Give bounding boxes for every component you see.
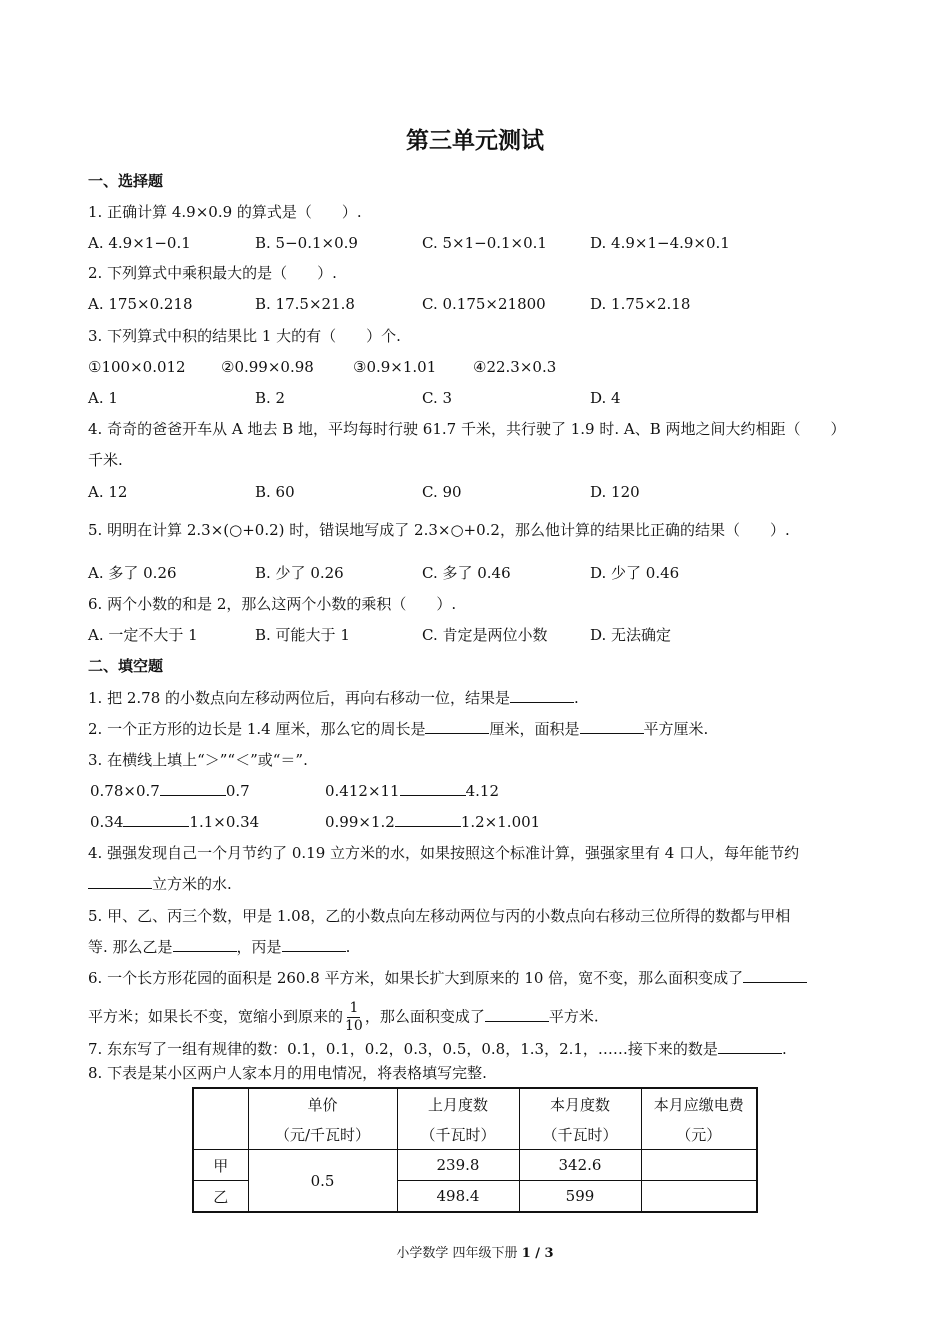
answer-blank[interactable] [160,781,226,796]
q6-option-d: D. 无法确定 [590,626,672,644]
answer-blank[interactable] [510,688,574,703]
q5-option-b: B. 少了 0.26 [255,564,344,582]
q4-option-b: B. 60 [255,483,295,501]
page-title: 第三单元测试 [406,127,544,154]
compare-right: 1.2×1.001 [460,813,541,831]
section-heading-choice: 一、选择题 [88,172,164,190]
q2-option-a: A. 175×0.218 [88,295,193,313]
q3-item-3: ③0.9×1.01 [353,358,437,376]
q2-option-c: C. 0.175×21800 [422,295,546,313]
compare-row-1b [325,781,499,801]
question-4-stem: 4. 奇奇的爸爸开车从 A 地去 B 地，平均每时行驶 61.7 千米，共行驶了 1.9 时. A、B 两地之间大约相距（ ） [88,420,846,438]
answer-blank[interactable] [743,968,807,983]
fraction-numerator: 1 [349,1000,359,1016]
compare-row-2a [90,812,259,832]
unit-this-month: （千瓦时） [519,1119,641,1150]
header-this-month: 本月度数 [519,1088,641,1119]
compare-left: 0.412×11 [325,782,400,800]
q3-option-b: B. 2 [255,389,286,407]
answer-blank[interactable] [395,812,461,827]
q4-option-a: A. 12 [88,483,128,501]
table-row [193,1150,757,1181]
compare-right: 1.1×0.34 [189,813,260,831]
fill-question-5-cont [88,937,350,957]
fill-2-end: 平方厘米. [643,720,709,738]
fill-2-mid: 厘米，面积是 [489,720,580,738]
fill-question-1 [88,688,579,708]
answer-blank[interactable] [580,719,644,734]
last-month-cell: 239.8 [397,1150,519,1181]
fill-6-end: 平方米. [548,1007,599,1026]
q5-option-c: C. 多了 0.46 [422,564,511,582]
fill-question-7 [88,1039,787,1059]
fill-7-end: . [781,1040,787,1058]
unit-price: （元/千瓦时） [248,1119,397,1150]
answer-blank[interactable] [123,812,189,827]
q3-item-1: ①100×0.012 [88,358,186,376]
fee-cell[interactable] [641,1150,757,1181]
answer-blank[interactable] [282,937,346,952]
header-last-month: 上月度数 [397,1088,519,1119]
q2-option-d: D. 1.75×2.18 [590,295,691,313]
question-1-stem: 1. 正确计算 4.9×0.9 的算式是（ ）. [88,203,362,221]
answer-blank[interactable] [88,874,152,889]
answer-blank[interactable] [425,719,489,734]
q1-option-d: D. 4.9×1−4.9×0.1 [590,234,730,252]
unit-fee: （元） [641,1119,757,1150]
q4-option-c: C. 90 [422,483,462,501]
answer-blank[interactable] [173,937,237,952]
q3-option-a: A. 1 [88,389,118,407]
fill-1-text: 1. 把 2.78 的小数点向左移动两位后，再向右移动一位，结果是 [88,689,511,707]
fraction-denominator: 10 [345,1018,363,1034]
compare-row-1a [90,781,250,801]
compare-left: 0.78×0.7 [90,782,160,800]
q2-option-b: B. 17.5×21.8 [255,295,355,313]
question-5-stem: 5. 明明在计算 2.3×(○+0.2) 时，错误地写成了 2.3×○+0.2，那么他计算的结果比正确的结果（ ）. [88,521,790,539]
compare-left: 0.34 [90,813,124,831]
fill-question-2 [88,719,708,739]
fee-cell[interactable] [641,1181,757,1213]
compare-right: 4.12 [465,782,500,800]
page-footer [0,1244,950,1264]
compare-left: 0.99×1.2 [325,813,395,831]
q3-option-c: C. 3 [422,389,453,407]
price-cell: 0.5 [248,1150,397,1213]
page-number: 1 / 3 [521,1246,554,1261]
this-month-cell: 599 [519,1181,641,1213]
answer-blank[interactable] [400,781,466,796]
compare-right: 0.7 [225,782,250,800]
this-month-cell: 342.6 [519,1150,641,1181]
row-name: 乙 [193,1181,248,1213]
fill-5-end: . [345,938,351,956]
fill-6-mid: ，那么面积变成了 [364,1007,485,1026]
fill-5-text: 等. 那么乙是 [88,938,173,956]
table-header-row [193,1088,757,1119]
compare-row-2b [325,812,540,832]
fraction [345,1000,363,1035]
question-2-stem: 2. 下列算式中乘积最大的是（ ）. [88,264,337,282]
q6-option-c: C. 肯定是两位小数 [422,626,548,644]
header-price: 单价 [248,1088,397,1119]
fill-question-3-stem: 3. 在横线上填上“＞”“＜”或“＝”. [88,751,308,769]
fill-question-4-cont [88,874,232,894]
fill-question-6 [88,968,807,988]
answer-blank[interactable] [485,1007,549,1022]
answer-blank[interactable] [718,1039,782,1054]
q3-option-d: D. 4 [590,389,621,407]
section-heading-fill: 二、填空题 [88,657,164,675]
fill-question-8-stem: 8. 下表是某小区两户人家本月的用电情况，将表格填写完整. [88,1064,487,1082]
fill-5-mid: ，丙是 [236,938,282,956]
table-corner-cell [193,1088,248,1150]
q4-option-d: D. 120 [590,483,640,501]
footer-text: 小学数学 四年级下册 [396,1246,518,1261]
q5-option-a: A. 多了 0.26 [88,564,177,582]
header-fee: 本月应缴电费 [641,1088,757,1119]
fill-1-end: . [574,689,579,707]
table-header-unit-row [193,1119,757,1150]
fill-4-end: 立方米的水. [152,875,232,893]
q6-option-a: A. 一定不大于 1 [88,626,198,644]
q5-option-d: D. 少了 0.46 [590,564,680,582]
q6-option-b: B. 可能大于 1 [255,626,350,644]
row-name: 甲 [193,1150,248,1181]
electricity-table [192,1087,758,1213]
q3-item-2: ②0.99×0.98 [221,358,314,376]
fill-2-text: 2. 一个正方形的边长是 1.4 厘米，那么它的周长是 [88,720,426,738]
fill-6-text-2: 平方米；如果长不变，宽缩小到原来的 [88,1007,344,1026]
q1-option-c: C. 5×1−0.1×0.1 [422,234,547,252]
fill-6-text: 6. 一个长方形花园的面积是 260.8 平方米，如果长扩大到原来的 10 倍，宽不变，那么面积变成了 [88,969,744,987]
fill-7-text: 7. 东东写了一组有规律的数：0.1，0.1，0.2，0.3，0.5，0.8，1.3，2.1，……接下来的数是 [88,1040,718,1058]
fill-question-4: 4. 强强发现自己一个月节约了 0.19 立方米的水，如果按照这个标准计算，强强家里有 4 口人，每年能节约 [88,844,800,862]
question-3-stem: 3. 下列算式中积的结果比 1 大的有（ ）个. [88,327,401,345]
q1-option-b: B. 5−0.1×0.9 [255,234,358,252]
fill-question-6-cont [88,1000,599,1035]
question-6-stem: 6. 两个小数的和是 2，那么这两个小数的乘积（ ）. [88,595,457,613]
question-4-stem-cont: 千米. [88,451,123,469]
unit-last-month: （千瓦时） [397,1119,519,1150]
q1-option-a: A. 4.9×1−0.1 [88,234,191,252]
q3-item-4: ④22.3×0.3 [473,358,557,376]
fill-question-5: 5. 甲、乙、丙三个数，甲是 1.08，乙的小数点向左移动两位与丙的小数点向右移动三位所得的数都与甲相 [88,907,791,925]
last-month-cell: 498.4 [397,1181,519,1213]
